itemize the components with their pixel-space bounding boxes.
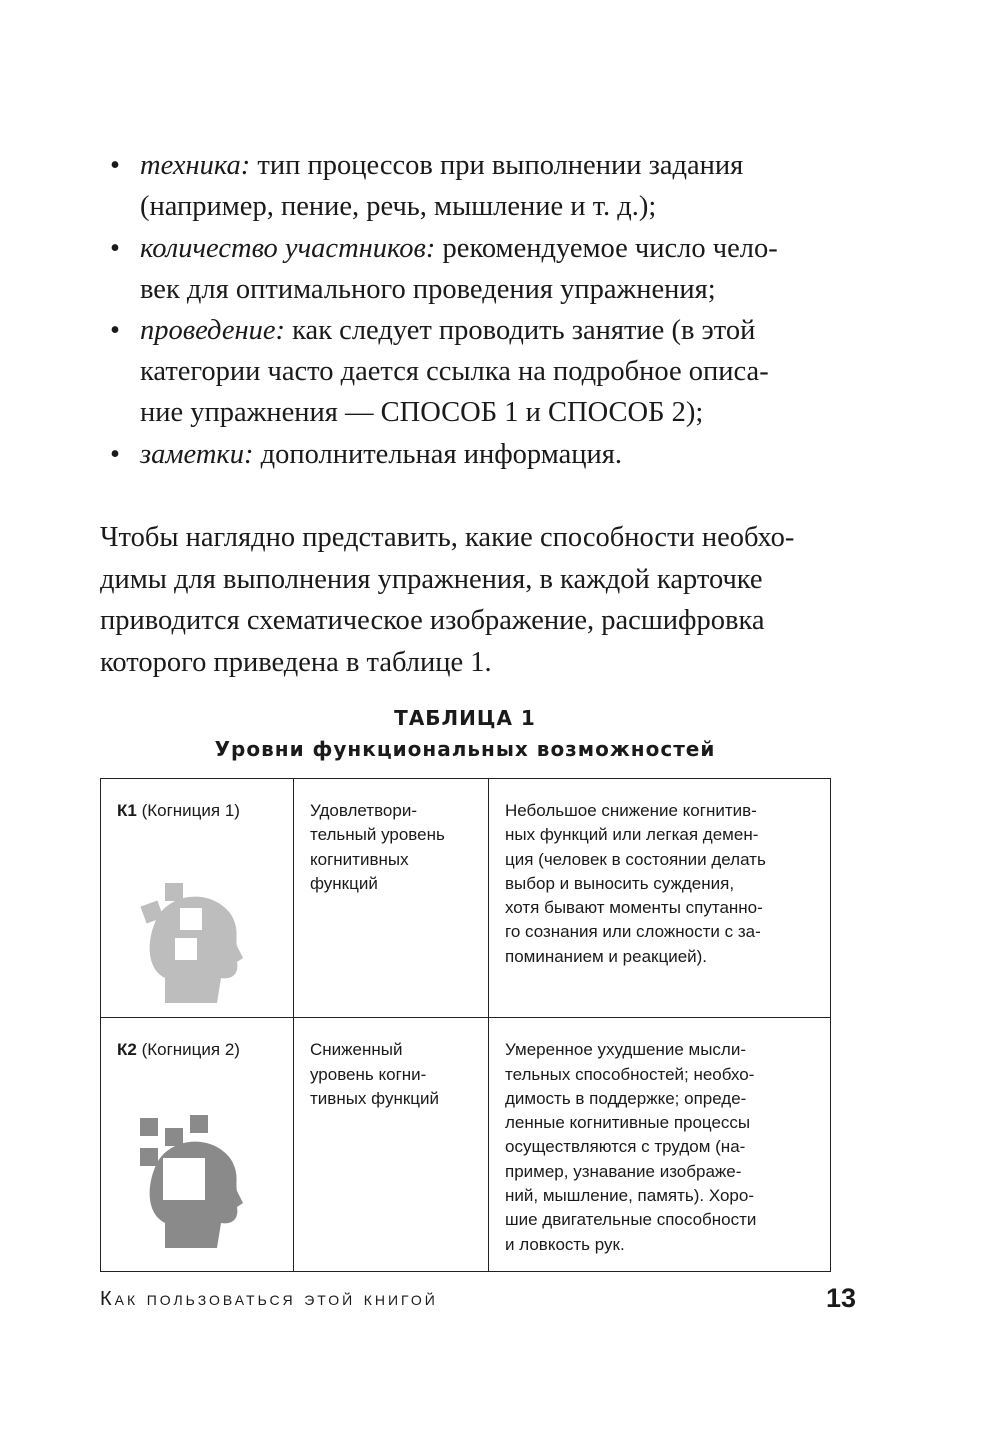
bullet-item: • количество участников: рекомендуемое число чело- век для оптимального проведения упражнения;	[110, 233, 778, 305]
bullet-item: • техника: тип процессов при выполнении задания (например, пение, речь, мышление и т. д.);	[110, 150, 744, 222]
table-row: К1 (Когниция 1) Удовлетвори- тельный уровень когнитивных функций Небольшое снижение когнитив- ных функций или легкая демен- ция (человек в состоянии делать выбор и выносить суждения, хотя бывают моменты спутанно- го сознания или сложности с за- поминанием и реакцией).	[101, 779, 831, 1018]
bullet-item: • проведение: как следует проводить занятие (в этой категории часто дается ссылка на подробное описа- ние упражнения — СПОСОБ 1 и СПОСОБ 2);	[110, 315, 769, 428]
puzzle-head-icon	[135, 1113, 245, 1248]
table-subtitle: Уровни функциональных возможностей	[214, 737, 716, 761]
bullet-item: • заметки: дополнительная информация.	[110, 439, 622, 470]
running-footer: Как пользоваться этой книгой	[100, 1288, 438, 1310]
puzzle-head-icon	[135, 878, 245, 1003]
functional-levels-table	[100, 778, 831, 1272]
page-number: 13	[826, 1283, 857, 1313]
body-paragraph: Чтобы наглядно представить, какие способности необхо- димы для выполнения упражнения, в каждой карточке приводится схематическое изображение, расшифровка которого приведена в таблице 1.	[100, 522, 795, 678]
table-row: К2 (Когниция 2) Сниженный уровень когни- тивных функций Умеренное ухудшение мысли- тельных способностей; необхо- димость в поддержке; опреде- ленные когнитивные процессы осуществляются с трудом (на- пример, узнавание изображе- ний, мышление, память). Хоро- шие двигательные способности и ловкость рук.	[101, 1018, 831, 1272]
table-title: ТАБЛИЦА 1	[394, 706, 536, 730]
